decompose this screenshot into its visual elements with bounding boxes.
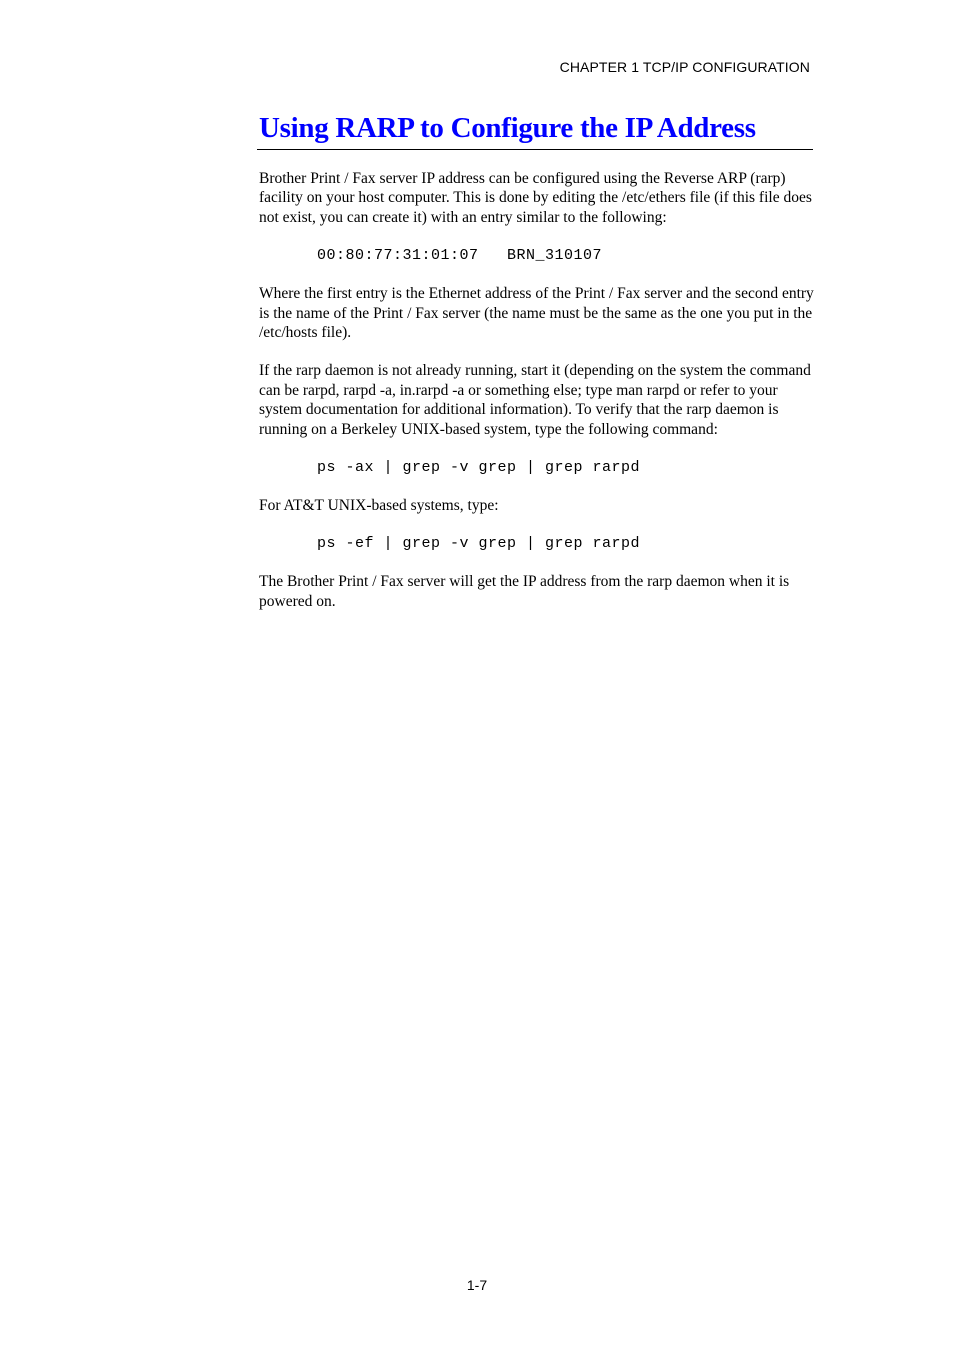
document-body (259, 169, 815, 611)
running-header: CHAPTER 1 TCP/IP CONFIGURATION (559, 59, 810, 75)
paragraph-rarp-daemon: If the rarp daemon is not already running, start it (depending on the system the command can be rarpd, rarpd -a, in.rarpd -a or something else; type man rarpd or refer to your system documentation for additional information). To verify that the rarp daemon is running on a Berkeley UNIX-based system, type the following command: (259, 362, 811, 438)
page-number: 1-7 (466, 1277, 488, 1293)
spacer (259, 477, 815, 496)
section-title: Using RARP to Configure the IP Address (259, 112, 756, 144)
code-ethers-entry: 00:80:77:31:01:07 BRN_310107 (317, 247, 603, 265)
paragraph-entry-explanation: Where the first entry is the Ethernet address of the Print / Fax server and the second entry is the name of the Print / Fax server (the name must be the same as the one you put in the /etc/hosts file). (259, 285, 814, 342)
spacer (259, 342, 815, 361)
paragraph-conclusion: The Brother Print / Fax server will get the IP address from the rarp daemon when it is powered on. (259, 573, 790, 610)
paragraph-intro: Brother Print / Fax server IP address can be configured using the Reverse ARP (rarp) facility on your host computer. This is done by editing the /etc/ethers file (if this file does not exist, you can create it) with an entry similar to the following: (259, 170, 812, 226)
code-att-command: ps -ef | grep -v grep | grep rarpd (317, 535, 641, 553)
code-berkeley-command: ps -ax | grep -v grep | grep rarpd (317, 459, 641, 477)
spacer (259, 227, 815, 246)
spacer (259, 515, 815, 534)
spacer (259, 265, 815, 284)
title-underline-rule (257, 149, 813, 150)
spacer (259, 439, 815, 458)
paragraph-att-systems: For AT&T UNIX-based systems, type: (259, 497, 499, 515)
spacer (259, 553, 815, 572)
